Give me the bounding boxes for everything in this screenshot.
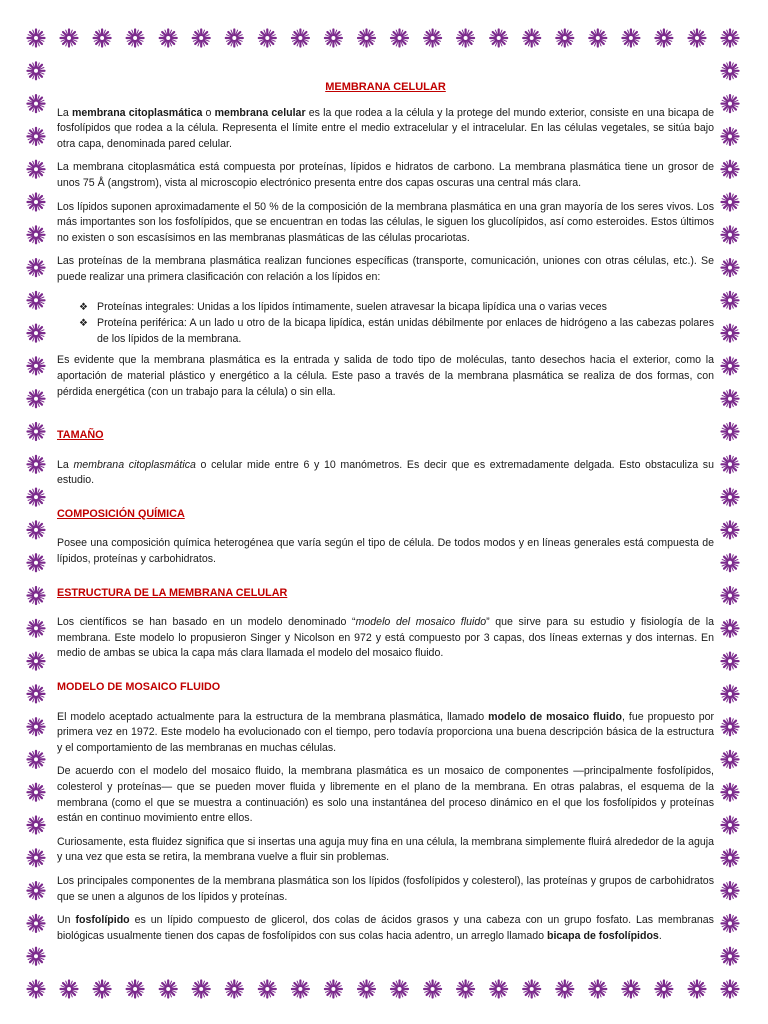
flower-ornament-icon <box>28 784 45 801</box>
flower-ornament-icon <box>722 915 739 932</box>
flower-ornament-icon <box>722 423 739 440</box>
flower-ornament-icon <box>160 981 177 998</box>
flower-ornament-icon <box>28 194 45 211</box>
flower-ornament-icon <box>28 849 45 866</box>
flower-ornament-icon <box>722 62 739 79</box>
flower-ornament-icon <box>28 751 45 768</box>
flower-ornament-icon <box>28 981 45 998</box>
flower-ornament-icon <box>722 357 739 374</box>
section-heading-estructura: ESTRUCTURA DE LA MEMBRANA CELULAR <box>57 586 288 599</box>
flower-ornament-icon <box>127 981 144 998</box>
flower-ornament-icon <box>94 30 111 47</box>
flower-ornament-icon <box>28 390 45 407</box>
flower-ornament-icon <box>722 226 739 243</box>
flower-ornament-icon <box>28 259 45 276</box>
flower-ornament-icon <box>28 161 45 178</box>
flower-ornament-icon <box>722 259 739 276</box>
mosaico-paragraph-2: De acuerdo con el modelo del mosaico fluido, la membrana plasmática es un mosaico de componentes —principalmente fosfolípidos, colesterol y proteínas— que se pueden mover fluida y libremente en el plano de la membrana. En otras palabras, el esquema de la membrana (como el que se muestra a continuación) es solo una instantánea del proceso dinámico en el que los fosfolípidos y proteínas están en continuo movimiento entre ellos. <box>57 765 714 825</box>
intro-paragraph-1: La membrana citoplasmática o membrana celular es la que rodea a la célula y la protege del mundo exterior, consiste en una bicapa de fosfolípidos que rodea a la célula. Representa el límite entre el medio extracelular y el intracelular. En las células vegetales, se sitúa bajo otra capa, denominada pared celular. <box>57 106 715 150</box>
flower-ornament-icon <box>292 981 309 998</box>
mosaico-paragraph-3: Curiosamente, esta fluidez significa que si insertas una aguja muy fina en una célula, la membrana simplemente fluirá alrededor de la aguja y una vez que esta se retira, la membrana vuelve a fluir sin problemas. <box>57 835 714 864</box>
flower-ornament-icon <box>722 653 739 670</box>
flower-ornament-icon <box>28 489 45 506</box>
flower-ornament-icon <box>490 981 507 998</box>
flower-ornament-icon <box>259 30 276 47</box>
flower-ornament-icon <box>28 521 45 538</box>
mosaico-paragraph-1: El modelo aceptado actualmente para la estructura de la membrana plasmática, llamado modelo de mosaico fluido, fue propuesto por primera vez en 1972. Este modelo ha evolucionado con el tiempo, pero todavía proporciona una buena descripción básica de la estructura y el comportamiento de las membranas en muchas células. <box>57 710 714 754</box>
flower-ornament-icon <box>28 226 45 243</box>
flower-ornament-icon <box>193 981 210 998</box>
flower-ornament-icon <box>28 915 45 932</box>
flower-ornament-icon <box>28 423 45 440</box>
flower-ornament-icon <box>28 62 45 79</box>
flower-ornament-icon <box>28 456 45 473</box>
flower-ornament-icon <box>722 948 739 965</box>
flower-ornament-icon <box>722 128 739 145</box>
intro-paragraph-2: La membrana citoplasmática está compuesta por proteínas, lípidos e hidratos de carbono. La membrana plasmática tiene un grosor de unos 75 Å (angstrom), vista al microscopio electrónico presenta entre dos capas oscuras una central más clara. <box>57 161 714 189</box>
flower-ornament-icon <box>424 30 441 47</box>
section-heading-tamano: TAMAÑO <box>57 429 104 442</box>
flower-ornament-icon <box>292 30 309 47</box>
flower-ornament-icon <box>722 751 739 768</box>
flower-ornament-icon <box>722 554 739 571</box>
section-heading-mosaico: MODELO DE MOSAICO FLUIDO <box>57 681 221 694</box>
flower-ornament-icon <box>722 292 739 309</box>
flower-ornament-icon <box>722 620 739 637</box>
flower-ornament-icon <box>61 30 78 47</box>
list-item: ❖ Proteína periférica: A un lado u otro de la bicapa lipídica, están unidas débilmente por enlaces de hidrógeno a las cabezas polares de los lípidos de la membrana. <box>79 317 714 345</box>
flower-ornament-icon <box>556 981 573 998</box>
flower-ornament-icon <box>622 30 639 47</box>
flower-ornament-icon <box>722 161 739 178</box>
flower-ornament-icon <box>28 718 45 735</box>
flower-ornament-icon <box>28 95 45 112</box>
flower-ornament-icon <box>325 30 342 47</box>
flower-ornament-icon <box>722 718 739 735</box>
four-diamond-bullet-icon: ❖ <box>79 318 88 330</box>
flower-ornament-icon <box>655 30 672 47</box>
intro-paragraph-3: Los lípidos suponen aproximadamente el 50 % de la composición de la membrana plasmática en una gran mayoría de los seres vivos. Los más importantes son los fosfolípidos, que se encuentran en todas las células, le siguen los glucolípidos, así como esteroides. Estos últimos no existen o son escasísimos en las membranas plasmáticas de las células procariotas. <box>57 200 714 244</box>
flower-ornament-icon <box>424 981 441 998</box>
flower-ornament-icon <box>457 30 474 47</box>
flower-ornament-icon <box>259 981 276 998</box>
intro-paragraph-4: Las proteínas de la membrana plasmática realizan funciones específicas (transporte, comunicación, uniones con otras células, etc.). Se puede realizar una primera clasificación con relación a los lípidos en: <box>57 255 714 283</box>
flower-ornament-icon <box>127 30 144 47</box>
flower-ornament-icon <box>28 817 45 834</box>
document-body <box>57 78 714 952</box>
flower-ornament-icon <box>28 292 45 309</box>
flower-ornament-icon <box>28 948 45 965</box>
flower-ornament-icon <box>358 981 375 998</box>
flower-ornament-icon <box>160 30 177 47</box>
mosaico-paragraph-5: Un fosfolípido es un lípido compuesto de glicerol, dos colas de ácidos grasos y una cabeza con un grupo fosfato. Las membranas biológicas usualmente tienen dos capas de fosfolípidos con sus colas hacia adentro, un arreglo llamado bicapa de fosfolípidos. <box>57 914 714 942</box>
flower-ornament-icon <box>722 30 739 47</box>
flower-ornament-icon <box>722 882 739 899</box>
flower-ornament-icon <box>722 521 739 538</box>
flower-ornament-icon <box>689 981 706 998</box>
flower-ornament-icon <box>490 30 507 47</box>
flower-ornament-icon <box>226 30 243 47</box>
flower-ornament-icon <box>28 325 45 342</box>
flower-ornament-icon <box>523 30 540 47</box>
flower-ornament-icon <box>655 981 672 998</box>
flower-ornament-icon <box>722 849 739 866</box>
flower-ornament-icon <box>28 620 45 637</box>
composicion-paragraph: Posee una composición química heterogénea que varía según el tipo de célula. De todos modos y en líneas generales está compuesta de lípidos, proteínas y carbohidratos. <box>57 537 714 566</box>
flower-ornament-icon <box>722 194 739 211</box>
mosaico-paragraph-4: Los principales componentes de la membrana plasmática son los lípidos (fosfolípidos y colesterol), las proteínas y grupos de carbohidratos que se unen a algunos de los lípidos y proteínas. <box>57 874 714 903</box>
tamano-paragraph: La membrana citoplasmática o celular mide entre 6 y 10 manómetros. Es decir que es extremadamente delgada. Esto obstaculiza su estudio. <box>57 458 714 487</box>
intro-paragraph-5: Es evidente que la membrana plasmática es la entrada y salida de todo tipo de moléculas, tanto desechos hacia el exterior, como la aportación de material plástico y energético a la célula. Este paso a través de la membrana plasmática se realiza de dos formas, con pérdida energética (con un trabajo para la célula) o sin ella. <box>57 354 714 398</box>
flower-ornament-icon <box>722 817 739 834</box>
flower-ornament-icon <box>722 456 739 473</box>
flower-ornament-icon <box>589 981 606 998</box>
list-item: ❖ Proteínas integrales: Unidas a los lípidos íntimamente, suelen atravesar la bicapa lipídica una o varias veces <box>79 300 714 316</box>
flower-ornament-icon <box>28 685 45 702</box>
flower-ornament-icon <box>28 554 45 571</box>
flower-ornament-icon <box>457 981 474 998</box>
flower-ornament-icon <box>722 685 739 702</box>
flower-ornament-icon <box>722 95 739 112</box>
flower-ornament-icon <box>722 587 739 604</box>
section-heading-composicion: COMPOSICIÓN QUÍMICA <box>57 507 185 520</box>
protein-list <box>57 300 714 348</box>
flower-ornament-icon <box>28 882 45 899</box>
flower-ornament-icon <box>622 981 639 998</box>
flower-ornament-icon <box>589 30 606 47</box>
flower-ornament-icon <box>391 30 408 47</box>
flower-ornament-icon <box>94 981 111 998</box>
flower-ornament-icon <box>722 784 739 801</box>
flower-ornament-icon <box>391 981 408 998</box>
flower-ornament-icon <box>226 981 243 998</box>
flower-ornament-icon <box>193 30 210 47</box>
flower-ornament-icon <box>722 981 739 998</box>
flower-ornament-icon <box>28 653 45 670</box>
flower-ornament-icon <box>722 489 739 506</box>
estructura-paragraph: Los científicos se han basado en un modelo denominado “modelo del mosaico fluido” que sirve para su estudio y fisiología de la membrana. Este modelo lo propusieron Singer y Nicolson en 972 y está compuesto por 3 capas, dos líneas externas y dos internas. En medio de ambas se ubica la capa más clara llamada el modelo del mosaico fluido. <box>57 616 714 660</box>
flower-ornament-icon <box>28 128 45 145</box>
flower-ornament-icon <box>61 981 78 998</box>
document-title: MEMBRANA CELULAR <box>325 81 446 93</box>
flower-ornament-icon <box>689 30 706 47</box>
flower-ornament-icon <box>28 30 45 47</box>
flower-ornament-icon <box>325 981 342 998</box>
flower-ornament-icon <box>722 390 739 407</box>
flower-ornament-icon <box>358 30 375 47</box>
flower-ornament-icon <box>523 981 540 998</box>
flower-ornament-icon <box>28 587 45 604</box>
flower-ornament-icon <box>28 357 45 374</box>
flower-ornament-icon <box>556 30 573 47</box>
flower-ornament-icon <box>722 325 739 342</box>
four-diamond-bullet-icon: ❖ <box>79 301 88 313</box>
